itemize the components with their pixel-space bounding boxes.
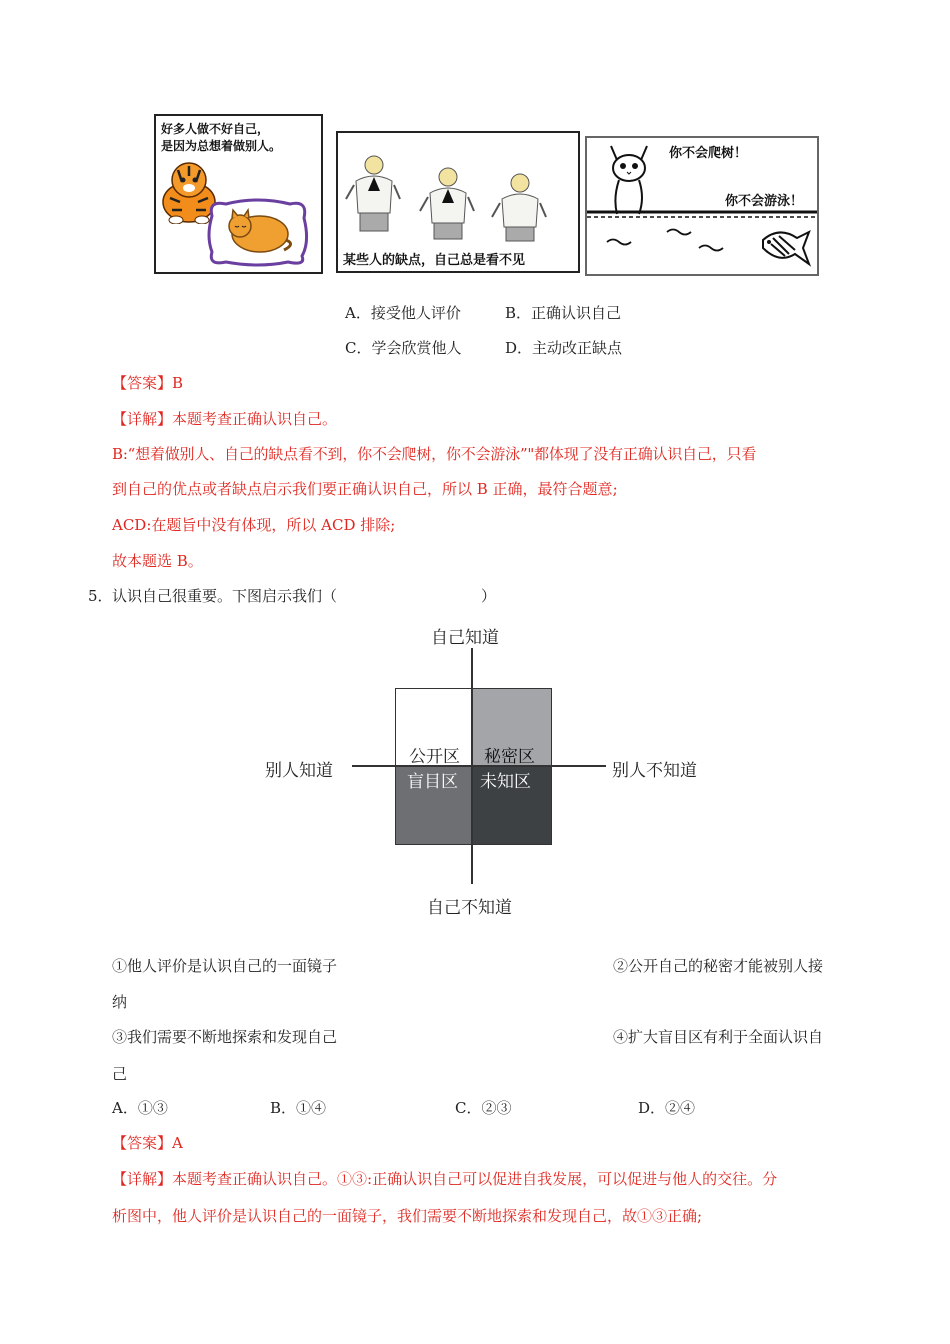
label-self-unknown: 自己不知道 <box>427 898 512 918</box>
axis-vertical <box>471 648 473 884</box>
sleeping-cat-icon <box>206 196 310 268</box>
text-unknown-area: 未知区 <box>480 772 531 792</box>
q5-option-c: C．②③ <box>455 1099 512 1117</box>
q4-option-a: A．接受他人评价 <box>345 304 461 322</box>
statement-1: ①他人评价是认识自己的一面镜子 <box>112 957 338 975</box>
text-secret-area: 秘密区 <box>484 747 535 767</box>
panel2-caption: 某些人的缺点，自己总是看不见 <box>343 253 526 268</box>
label-others-know: 别人知道 <box>265 761 333 781</box>
panel3-bubble1: 你不会爬树！ <box>669 146 748 161</box>
q5-detail-head: 【详解】 <box>112 1170 173 1188</box>
q4-option-d: D．主动改正缺点 <box>505 339 623 357</box>
statement-4: ④扩大盲目区有利于全面认识自 <box>613 1028 824 1046</box>
q5-detail-line-1 <box>112 1168 777 1189</box>
panel1-line2: 是因为总想着做别人。 <box>161 139 282 153</box>
label-others-unknown: 别人不知道 <box>612 761 697 781</box>
q4-detail-line-2: 到自己的优点或者缺点启示我们要正确认识自己，所以 B 正确，最符合题意; <box>112 480 618 498</box>
q5-number: 5． <box>88 587 113 605</box>
text-open-area: 公开区 <box>409 747 460 767</box>
three-figures-illustration <box>340 151 576 243</box>
cartoon-panel-blind-spot <box>336 131 580 273</box>
statement-2-wrap: 纳 <box>112 993 128 1011</box>
q5-option-d: D．②④ <box>638 1099 696 1117</box>
statement-4-wrap: 己 <box>112 1065 128 1083</box>
q4-option-c: C．学会欣赏他人 <box>345 339 462 357</box>
q5-detail-line-2: 析图中，他人评价是认识自己的一面镜子，我们需要不断地探索和发现自己，故①③正确; <box>112 1207 703 1225</box>
q5-detail-text-1: 本题考查正确认识自己。①③:正确认识自己可以促进自我发展，可以促进与他人的交往。分 <box>172 1170 778 1188</box>
q4-detail-line-3: ACD:在题旨中没有体现，所以 ACD 排除; <box>112 516 396 534</box>
q4-detail-line-1: B:“想着做别人、自己的缺点看不到，你不会爬树，你不会游泳”"都体现了没有正确认识自己，只看 <box>112 445 757 463</box>
panel3-bubble2: 你不会游泳！ <box>725 194 804 209</box>
q4-answer: 【答案】B <box>112 374 184 392</box>
axis-horizontal <box>352 765 606 767</box>
q4-detail-line-4: 故本题选 B。 <box>112 552 203 570</box>
label-self-knows: 自己知道 <box>431 628 499 648</box>
fish-icon <box>759 224 813 270</box>
q4-detail-head: 【详解】本题考查正确认识自己。 <box>112 410 338 428</box>
cartoon-panel-tiger-cat <box>154 114 323 274</box>
q5-option-a: A．①③ <box>112 1099 168 1117</box>
statement-2: ②公开自己的秘密才能被别人接 <box>613 957 824 975</box>
cat-icon <box>605 142 653 216</box>
figure-2 <box>420 168 474 239</box>
figure-1 <box>346 156 400 231</box>
q5-stem-end: ） <box>481 587 497 605</box>
q5-option-b: B．①④ <box>270 1099 327 1117</box>
cartoon-panel-cat-fish <box>585 136 819 276</box>
q5-stem: 认识自己很重要。下图启示我们（ <box>112 587 338 605</box>
statement-3: ③我们需要不断地探索和发现自己 <box>112 1028 338 1046</box>
panel1-line1: 好多人做不好自己， <box>161 122 270 136</box>
figure-3 <box>492 174 546 241</box>
q5-answer: 【答案】A <box>112 1134 183 1152</box>
text-blind-area: 盲目区 <box>407 772 458 792</box>
q4-option-b: B．正确认识自己 <box>505 304 622 322</box>
